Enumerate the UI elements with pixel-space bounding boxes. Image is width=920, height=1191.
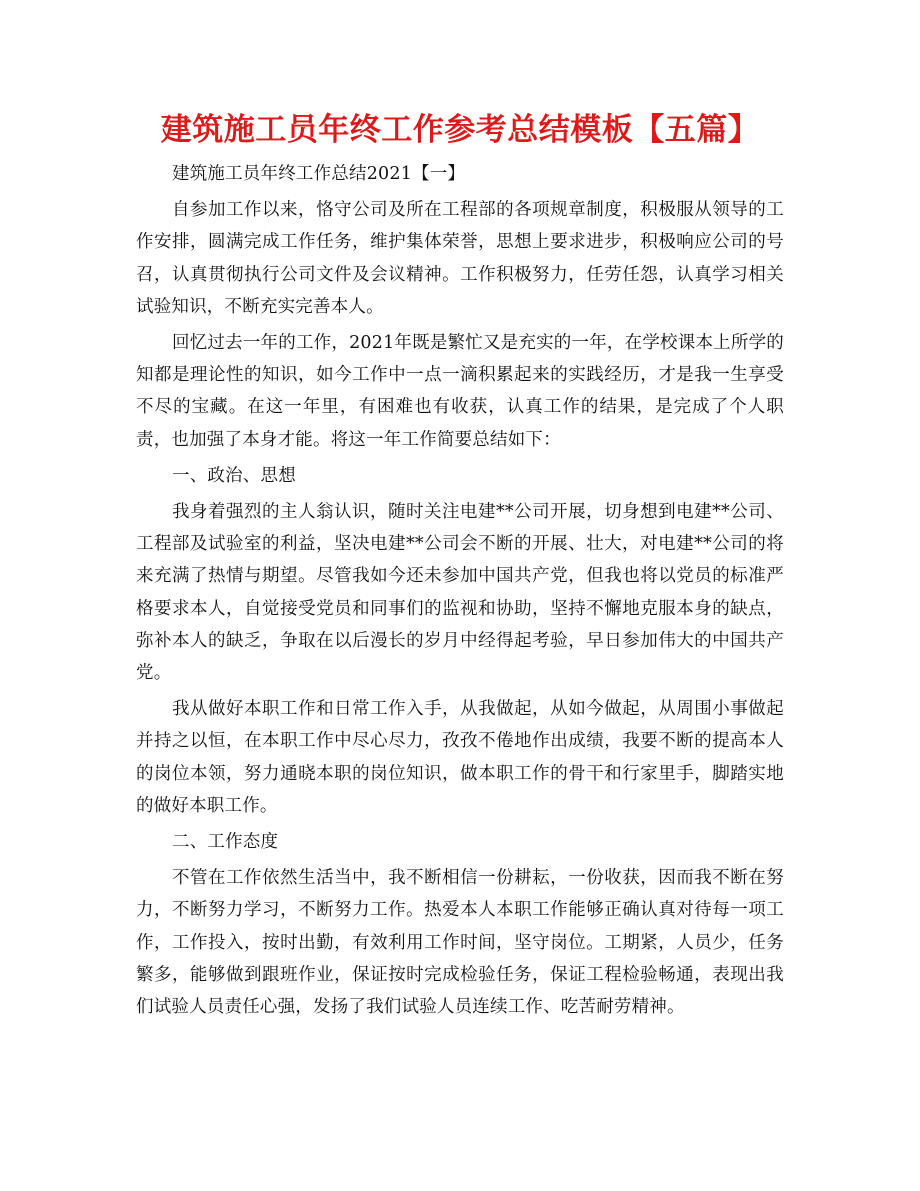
paragraph-review: 回忆过去一年的工作，2021年既是繁忙又是充实的一年，在学校课本上所学的知都是理论性的知识，如今工作中一点一滴积累起来的实践经历，才是我一生享受不尽的宝藏。在这一年里，有困难也有收获，认真工作的结果，是完成了个人职责，也加强了本身才能。将这一年工作简要总结如下： xyxy=(136,333,784,450)
section-subtitle: 建筑施工员年终工作总结2021【一】 xyxy=(172,164,466,184)
heading-attitude: 二、工作态度 xyxy=(172,832,279,853)
document-body xyxy=(136,158,784,1023)
paragraph-intro: 自参加工作以来，恪守公司及所在工程部的各项规章制度，积极服从领导的工作安排，圆满完成工作任务，维护集体荣誉，思想上要求进步，积极响应公司的号召，认真贯彻执行公司文件及会议精神。工作积极努力，任劳任怨，认真学习相关试验知识，不断充实完善本人。 xyxy=(136,200,784,317)
paragraph-attitude: 不管在工作依然生活当中，我不断相信一份耕耘，一份收获，因而我不断在努力，不断努力学习，不断努力工作。热爱本人本职工作能够正确认真对待每一项工作，工作投入，按时出勤，有效利用工作时间，坚守岗位。工期紧，人员少，任务繁多，能够做到跟班作业，保证按时完成检验任务，保证工程检验畅通，表现出我们试验人员责任心强，发扬了我们试验人员连续工作、吃苦耐劳精神。 xyxy=(136,868,784,1018)
paragraph-politics: 我身着强烈的主人翁认识，随时关注电建**公司开展，切身想到电建**公司、工程部及试验室的利益，坚决电建**公司会不断的开展、壮大，对电建**公司的将来充满了热情与期望。尽管我如今还未参加中国共产党，但我也将以党员的标准严格要求本人，自觉接受党员和同事们的监视和协助，坚持不懈地克服本身的缺点，弥补本人的缺乏，争取在以后漫长的岁月中经得起考验，早日参加伟大的中国共产党。 xyxy=(136,502,784,684)
heading-politics: 一、政治、思想 xyxy=(172,465,296,486)
paragraph-duty: 我从做好本职工作和日常工作入手，从我做起，从如今做起，从周围小事做起并持之以恒，在本职工作中尽心尽力，孜孜不倦地作出成绩，我要不断的提高本人的岗位本领，努力通晓本职的岗位知识，做本职工作的骨干和行家里手，脚踏实地的做好本职工作。 xyxy=(136,699,784,816)
document-title: 建筑施工员年终工作参考总结模板【五篇】 xyxy=(160,112,760,148)
